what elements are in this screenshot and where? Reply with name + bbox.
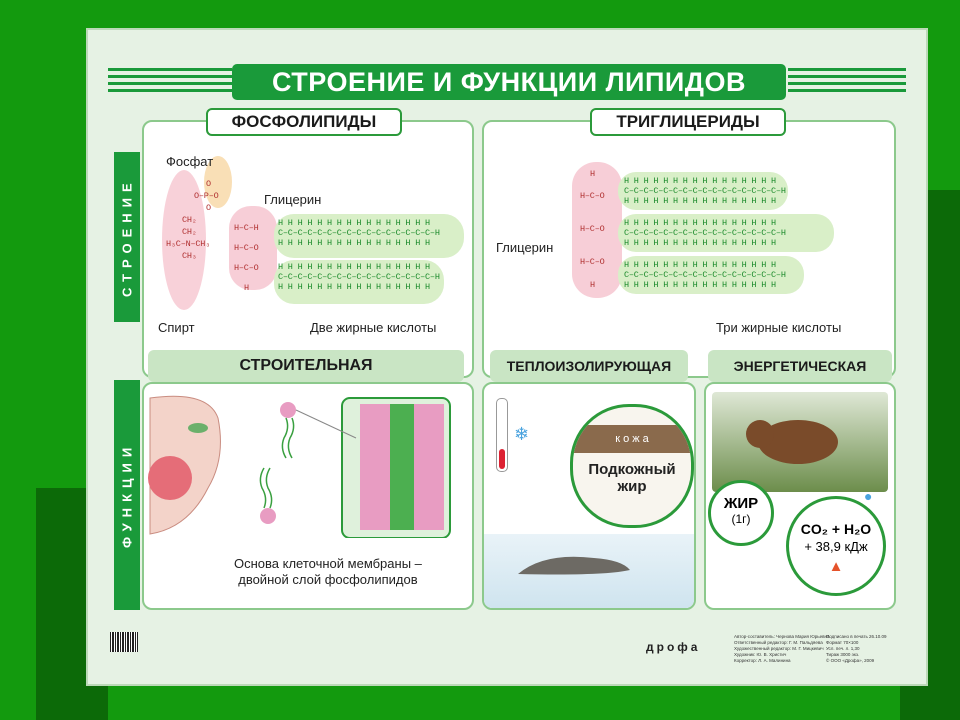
function-insulating: ТЕПЛОИЗОЛИРУЮЩАЯ bbox=[490, 350, 688, 382]
triglyceride-fatty-acid-2: H H H H H H H H H H H H H H H H C–C–C–C–C–C–C–C–C–C–C–C–C–C–C–C–H H H H H H H H H H H H H H H H H bbox=[624, 218, 786, 248]
credits-left: Автор-составитель: Чернова Мария Юрьевна Ответственный редактор: Г. М. Пальдяева Художественный редактор: М. Г. Мицкевич Художник: Ю. В. Христич Корректор: Л. А. Малинина bbox=[734, 634, 830, 663]
triglyceride-fatty-acid-3: H H H H H H H H H H H H H H H H C–C–C–C–C–C–C–C–C–C–C–C–C–C–C–C–H H H H H H H H H H H H H H H H H bbox=[624, 260, 786, 290]
side-label-structure: СТРОЕНИЕ bbox=[114, 152, 140, 322]
thermometer-icon bbox=[496, 398, 508, 472]
function-building: СТРОИТЕЛЬНАЯ bbox=[148, 350, 464, 382]
title-stripes-right bbox=[788, 68, 906, 96]
label-phosphate: Фосфат bbox=[166, 154, 214, 169]
fat-circle bbox=[708, 480, 774, 546]
subcutaneous-fat-label: Подкожный жир bbox=[588, 461, 676, 495]
seal-body bbox=[518, 557, 630, 575]
label-alcohol: Спирт bbox=[158, 320, 195, 335]
cell-nucleus bbox=[148, 456, 192, 500]
phospholipid-head-bottom bbox=[260, 508, 276, 524]
lipids-poster bbox=[86, 28, 928, 686]
tri-label-glycerol: Глицерин bbox=[496, 240, 554, 255]
insulation-panel bbox=[482, 382, 696, 610]
membrane-caption: Основа клеточной мембраны – двойной слой фосфолипидов bbox=[234, 556, 422, 587]
fire-icon: ▲ bbox=[828, 558, 844, 575]
label-three-fatty-acids: Три жирные кислоты bbox=[716, 320, 842, 335]
function-energetic: ЭНЕРГЕТИЧЕСКАЯ bbox=[708, 350, 892, 382]
title-stripes-left bbox=[108, 68, 232, 96]
side-label-functions: ФУНКЦИИ bbox=[114, 380, 140, 610]
fat-label: ЖИР bbox=[723, 495, 759, 512]
poster-title: СТРОЕНИЕ И ФУНКЦИИ ЛИПИДОВ bbox=[232, 64, 786, 100]
phospholipid-head-formula: O O–P–O O CH₂ CH₂ H₃C–N–CH₃ CH₃ bbox=[166, 179, 219, 261]
energy-circle bbox=[786, 496, 886, 596]
energy-panel bbox=[704, 382, 896, 610]
skin-layer: к о ж а bbox=[573, 425, 691, 453]
energy-label: + 38,9 кДж bbox=[804, 539, 868, 554]
label-glycerol: Глицерин bbox=[264, 192, 322, 207]
phospholipid-glycerol-formula: H–C–H H–C–O H–C–O H bbox=[234, 223, 259, 293]
cell-organelle bbox=[188, 423, 208, 433]
triglycerides-panel bbox=[482, 120, 896, 378]
snowflake-icon: ❄ bbox=[514, 424, 530, 444]
phospholipid-head-top bbox=[280, 402, 296, 418]
publisher-logo: дрофа bbox=[646, 640, 701, 654]
phospholipid-fatty-acid-2: H H H H H H H H H H H H H H H H C–C–C–C–C–C–C–C–C–C–C–C–C–C–C–C–H H H H H H H H H H H H H H H H H bbox=[278, 262, 440, 292]
products-label: CO₂ + H₂O bbox=[800, 521, 872, 537]
barcode bbox=[110, 632, 138, 652]
triglyceride-fatty-acid-1: H H H H H H H H H H H H H H H H C–C–C–C–C–C–C–C–C–C–C–C–C–C–C–C–H H H H H H H H H H H H H H H H H bbox=[624, 176, 786, 206]
phospholipids-heading: ФОСФОЛИПИДЫ bbox=[206, 108, 402, 136]
phospholipids-panel bbox=[142, 120, 474, 378]
seal-illustration bbox=[514, 544, 634, 584]
bilayer-tails bbox=[390, 404, 414, 530]
phospholipid-tails-bottom bbox=[260, 468, 271, 508]
bear-illustration bbox=[742, 408, 842, 468]
bilayer-inner-heads bbox=[414, 404, 444, 530]
bilayer-outer-heads bbox=[360, 404, 390, 530]
phospholipid-tails-top bbox=[282, 418, 293, 458]
membrane-panel bbox=[142, 382, 474, 610]
triglycerides-heading: ТРИГЛИЦЕРИДЫ bbox=[590, 108, 786, 136]
cell-membrane-illustration bbox=[148, 388, 468, 538]
skin-section-circle bbox=[570, 404, 694, 528]
triglyceride-glycerol-formula: H H–C–O H–C–O H–C–O H bbox=[580, 169, 605, 290]
fat-mass-label: (1г) bbox=[731, 512, 751, 526]
label-two-fatty-acids: Две жирные кислоты bbox=[310, 320, 437, 335]
bear-head bbox=[746, 420, 774, 448]
credits-right: Подписано в печать 26.10.09 Формат 70×100 Усл. печ. л. 1,30 Тираж 3000 экз. © ООО «Дрофа», 2009 bbox=[826, 634, 887, 663]
water-drop-icon: ● bbox=[864, 488, 873, 504]
phospholipid-fatty-acid-1: H H H H H H H H H H H H H H H H C–C–C–C–C–C–C–C–C–C–C–C–C–C–C–C–H H H H H H H H H H H H H H H H H bbox=[278, 218, 440, 248]
